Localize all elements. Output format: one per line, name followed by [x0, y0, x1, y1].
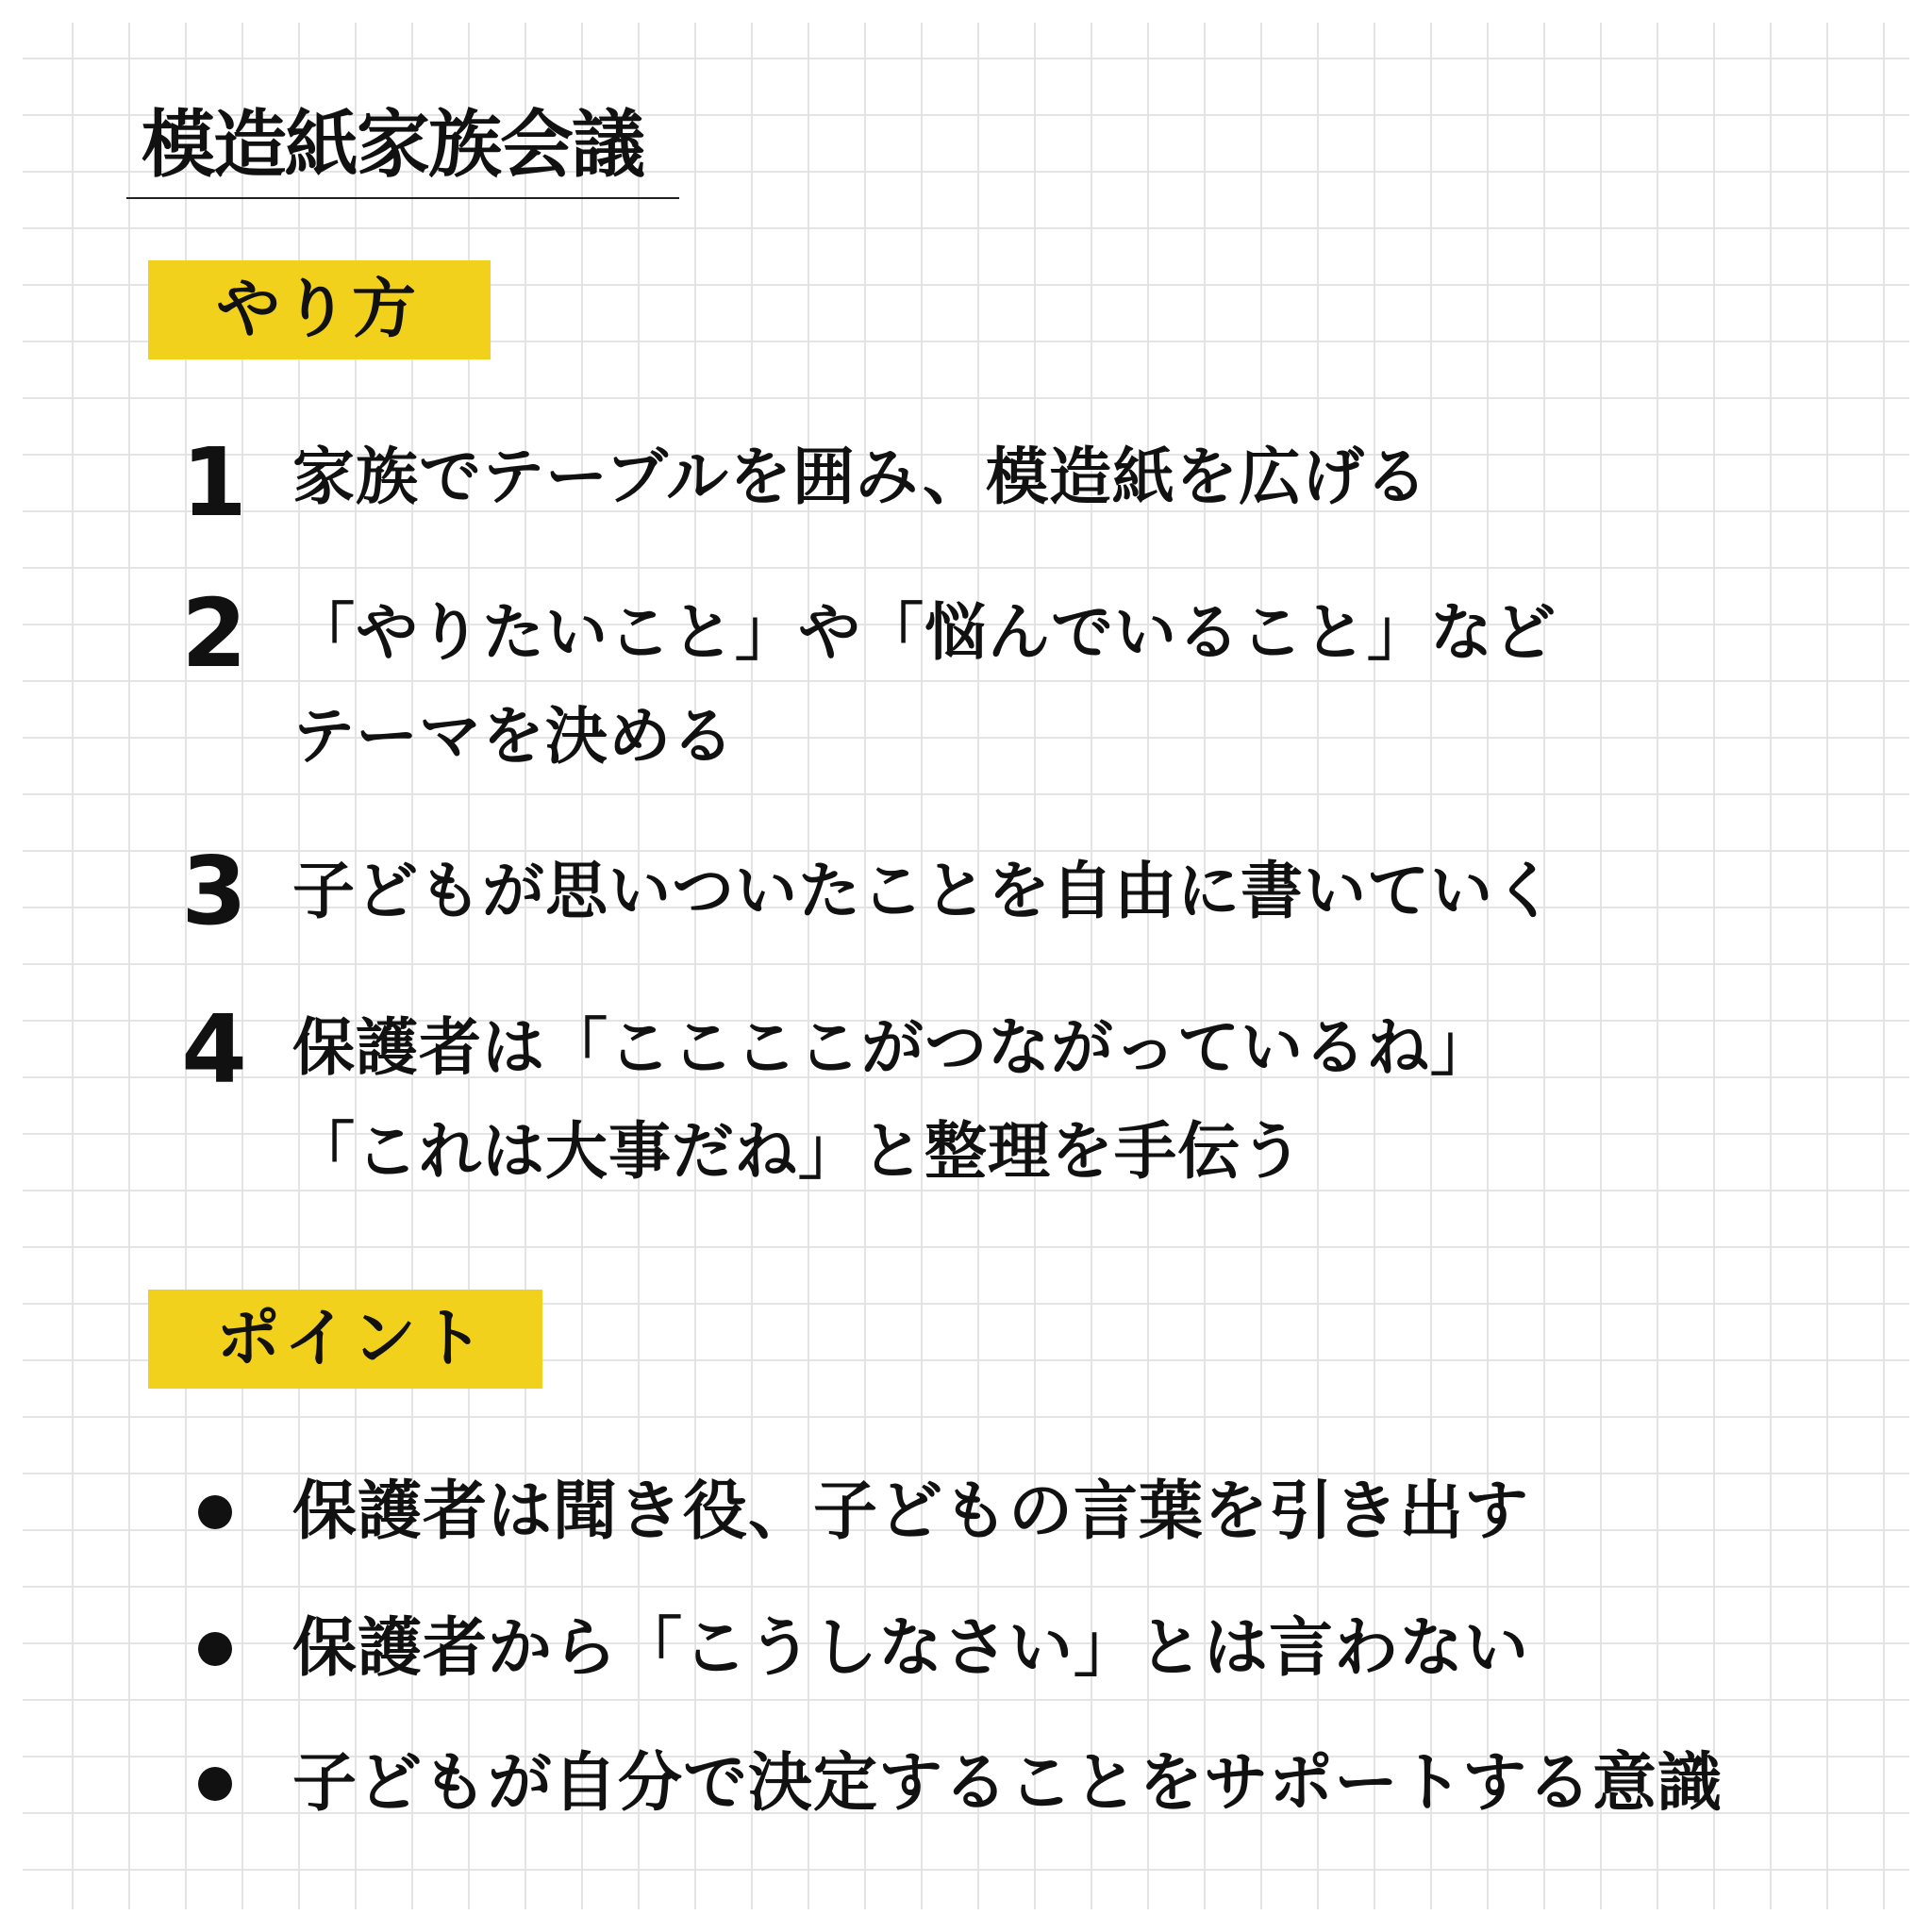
step-number: 2 [181, 578, 243, 689]
title-underline [126, 197, 679, 199]
step-text [292, 996, 1802, 1204]
step-text-line: 「これは大事だね」と整理を手伝う [292, 1115, 1304, 1188]
step-text [292, 581, 1802, 789]
step-number: 1 [181, 427, 243, 538]
step-text-line: 「やりたいこと」や「悩んでいること」など [292, 596, 1557, 669]
point-text: 保護者から「こうしなさい」とは言わない [292, 1611, 1530, 1686]
step-text-line: テーマを決める [292, 700, 735, 773]
step-number: 3 [181, 836, 243, 946]
section-label-howto: やり方 [148, 260, 491, 359]
bullet-dot-icon [198, 1632, 232, 1666]
bullet-dot-icon [198, 1767, 232, 1801]
step-text [292, 425, 1802, 529]
point-text: 子どもが自分で決定することをサポートする意識 [292, 1746, 1723, 1821]
step-text-line: 子どもが思いついたことを自由に書いていく [292, 855, 1557, 927]
step-text-line: 家族でテーブルを囲み、模造紙を広げる [292, 441, 1429, 513]
step-text [292, 840, 1802, 943]
bullet-dot-icon [198, 1495, 232, 1529]
page-title: 模造紙家族会議 [142, 103, 644, 188]
step-text-line: 保護者は「ここここがつながっているね」 [292, 1011, 1493, 1084]
section-label-points: ポイント [148, 1290, 542, 1389]
point-text: 保護者は聞き役、子どもの言葉を引き出す [292, 1474, 1530, 1549]
step-number: 4 [181, 994, 243, 1105]
